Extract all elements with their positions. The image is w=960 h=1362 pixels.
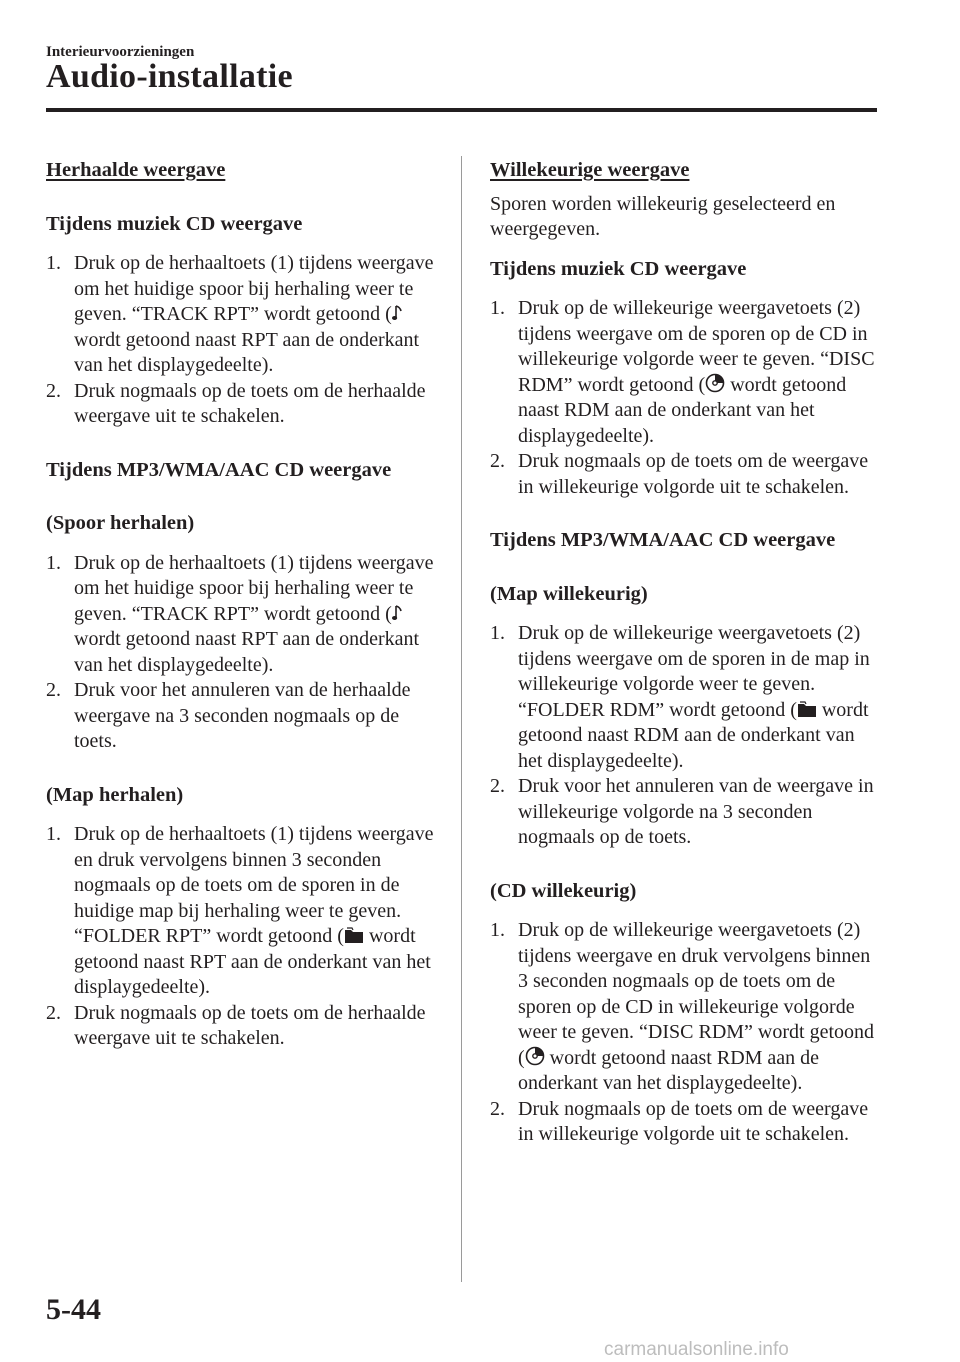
- list-item: 1. Druk op de willekeurige weergavetoets (2) tijdens weergave en druk vervolgens binnen 3 seconden nogmaals op de toets om de sporen op de CD in willekeurige volgorde weer te geven. “DISC RDM” wordt getoond ( wordt getoond naast RDM aan de onderkant van het displaygedeelte).: [490, 919, 875, 1094]
- steps-list: [490, 296, 880, 500]
- subheading-track-repeat: (Spoor herhalen): [46, 512, 195, 534]
- list-item: 1. Druk op de herhaaltoets (1) tijdens weergave om het huidige spoor bij herhaling weer te geven. “TRACK RPT” wordt getoond ( wordt getoond naast RPT aan de onderkant van het displaygedeelte).: [46, 252, 434, 376]
- steps-list: [490, 918, 880, 1148]
- watermark: carmanualsonline.info: [604, 1339, 789, 1360]
- disc-icon: [705, 373, 725, 393]
- column-divider: [461, 156, 462, 1282]
- header-rule: [46, 108, 877, 112]
- page-title: Audio-installatie: [46, 58, 293, 95]
- list-item: 2. Druk nogmaals op de toets om de herhaalde weergave uit te schakelen.: [46, 1001, 426, 1049]
- subheading-cd-random: (CD willekeurig): [490, 879, 637, 902]
- steps-list: [46, 251, 436, 430]
- intro-paragraph: Sporen worden willekeurig geselecteerd en weergegeven.: [490, 192, 836, 240]
- steps-list: [46, 822, 436, 1052]
- folder-icon: [344, 927, 364, 944]
- list-item: 1. Druk op de willekeurige weergavetoets (2) tijdens weergave om de sporen op de CD in willekeurige volgorde weer te geven. “DISC RDM” wordt getoond ( wordt getoond naast RDM aan de onderkant van het displaygedeelte).: [490, 297, 875, 447]
- steps-list: [490, 621, 880, 851]
- section-heading-repeat: Herhaalde weergave: [46, 159, 226, 181]
- list-item: 1. Druk op de herhaaltoets (1) tijdens weergave om het huidige spoor bij herhaling weer te geven. “TRACK RPT” wordt getoond ( wordt getoond naast RPT aan de onderkant van het displaygedeelte).: [46, 551, 434, 676]
- steps-list: [46, 551, 436, 755]
- subheading-mp3: Tijdens MP3/WMA/AAC CD weergave: [46, 458, 392, 481]
- disc-icon: [525, 1046, 545, 1066]
- list-item: 1. Druk op de willekeurige weergavetoets (2) tijdens weergave om de sporen in de map in willekeurige volgorde weer te geven. “FOLDER RDM” wordt getoond ( wordt getoond naast RDM aan de onderkant van het displaygedeelte).: [490, 622, 870, 772]
- music-note-icon: [392, 604, 403, 622]
- left-column: [46, 158, 436, 1052]
- list-item: 2. Druk nogmaals op de toets om de herhaalde weergave uit te schakelen.: [46, 379, 426, 427]
- section-label: Interieurvoorzieningen: [46, 44, 195, 60]
- subheading-folder-repeat: (Map herhalen): [46, 783, 184, 806]
- right-column: [490, 158, 880, 1148]
- subheading-mp3: Tijdens MP3/WMA/AAC CD weergave: [490, 529, 836, 551]
- folder-icon: [797, 701, 817, 718]
- subheading-folder-random: (Map willekeurig): [490, 582, 648, 605]
- subheading-music-cd: Tijdens muziek CD weergave: [490, 257, 747, 280]
- section-heading-random: Willekeurige weergave: [490, 159, 690, 181]
- list-item: 2. Druk voor het annuleren van de herhaalde weergave na 3 seconden nogmaals op de toets.: [46, 679, 411, 752]
- page-number: 5-44: [46, 1293, 101, 1326]
- music-note-icon: [392, 304, 403, 322]
- list-item: 1. Druk op de herhaaltoets (1) tijdens weergave en druk vervolgens binnen 3 seconden nogmaals op de toets om de sporen in de huidige map bij herhaling weer te geven. “FOLDER RPT” wordt getoond ( wordt getoond naast RPT aan de onderkant van het displaygedeelte).: [46, 823, 434, 998]
- list-item: 2. Druk voor het annuleren van de weergave in willekeurige volgorde na 3 seconden nogmaals op de toets.: [490, 775, 874, 848]
- list-item: 2. Druk nogmaals op de toets om de weergave in willekeurige volgorde uit te schakelen.: [490, 1097, 869, 1145]
- list-item: 2. Druk nogmaals op de toets om de weergave in willekeurige volgorde uit te schakelen.: [490, 450, 869, 498]
- subheading-music-cd: Tijdens muziek CD weergave: [46, 212, 303, 235]
